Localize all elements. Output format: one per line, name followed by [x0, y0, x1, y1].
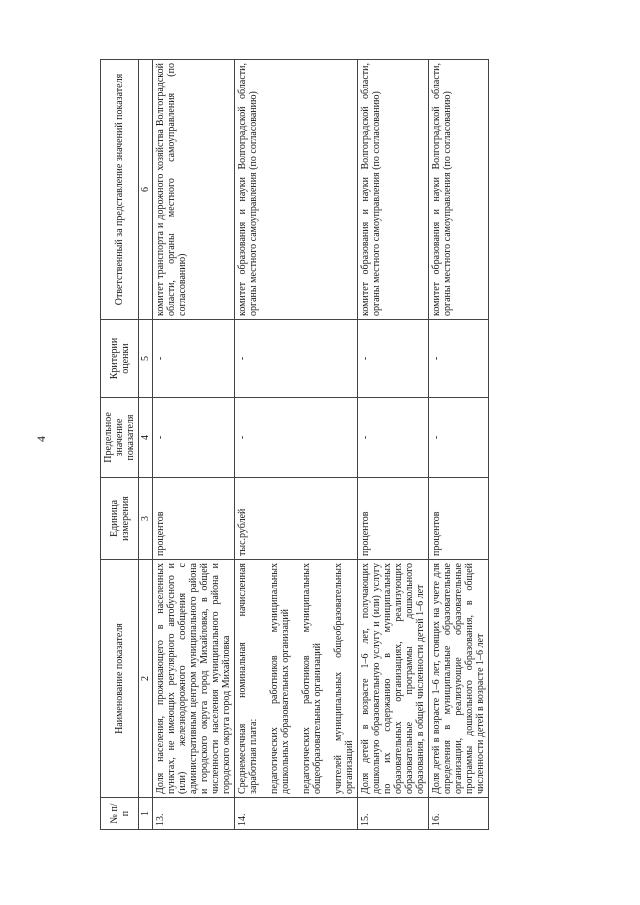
unit-cell: тыс.рублей [235, 478, 358, 560]
limit-cell: - [235, 398, 358, 478]
table-header-row [101, 60, 139, 830]
criteria-cell: - [153, 320, 235, 398]
column-number-row [139, 60, 153, 830]
criteria-cell: - [235, 320, 358, 398]
indicator-name: Среднемесячная номинальная начисленная заработная плата: [237, 563, 259, 794]
indicator-subitem: педагогических работников муниципальных дошкольных образовательных организаций [269, 563, 291, 794]
header-num: № п/п [101, 798, 139, 830]
criteria-cell: - [429, 320, 489, 398]
column-number: 5 [139, 320, 153, 398]
responsible-cell: комитет образования и науки Волгоградской области, органы местного самоуправления (по согласованию) [429, 60, 489, 320]
header-criteria: Критерии оценки [101, 320, 139, 398]
indicator-name: Доля детей в возрасте 1–6 лет, получающих дошкольную образовательную услугу и (или) услугу по их содержанию в муниципальных образовательных организациях, реализующих образовательные программы дошкольного образования, в общей численности детей 1–6 лет [358, 560, 429, 798]
criteria-cell: - [358, 320, 429, 398]
unit-cell: процентов [358, 478, 429, 560]
row-number: 16. [429, 798, 489, 830]
row-number: 14. [235, 798, 358, 830]
table-row [429, 60, 489, 830]
column-number: 3 [139, 478, 153, 560]
header-limit: Предельное значение показателя [101, 398, 139, 478]
indicator-subitem: учителей муниципальных общеобразовательных организаций [333, 563, 355, 794]
rotated-table-container [100, 60, 560, 830]
indicators-table [100, 59, 489, 830]
page-number: 4 [34, 436, 48, 442]
indicator-subitem: педагогических работников муниципальных общеобразовательных организаций [301, 563, 323, 794]
column-number: 1 [139, 798, 153, 830]
limit-cell: - [358, 398, 429, 478]
header-unit: Единица измерения [101, 478, 139, 560]
indicator-name: Доля детей в возрасте 1–6 лет, стоящих на учете для определения в муниципальные образовательные организации, реализующие образовательные программы дошкольного образования, в общей численности детей в возрасте 1–6 лет [429, 560, 489, 798]
responsible-cell: комитет образования и науки Волгоградской области, органы местного самоуправления (по согласованию) [358, 60, 429, 320]
indicator-name-cell [235, 560, 358, 798]
table-row [153, 60, 235, 830]
column-number: 4 [139, 398, 153, 478]
unit-cell: процентов [153, 478, 235, 560]
header-name: Наименование показателя [101, 560, 139, 798]
header-responsible: Ответственный за представление значений показателя [101, 60, 139, 320]
limit-cell: - [153, 398, 235, 478]
limit-cell: - [429, 398, 489, 478]
row-number: 15. [358, 798, 429, 830]
table-row [358, 60, 429, 830]
column-number: 2 [139, 560, 153, 798]
indicator-name: Доля населения, проживающего в населенных пунктах, не имеющих регулярного автобусного и (или) железнодорожного сообщения с административным центром муниципального района и городского округа город Михайловка, в общей численности населения муниципального района и городского округа город Михайловка [153, 560, 235, 798]
column-number: 6 [139, 60, 153, 320]
unit-cell: процентов [429, 478, 489, 560]
responsible-cell: комитет транспорта и дорожного хозяйства Волгоградской области, органы местного самоуправления (по согласованию) [153, 60, 235, 320]
table-row [235, 60, 358, 830]
row-number: 13. [153, 798, 235, 830]
responsible-cell: комитет образования и науки Волгоградской области, органы местного самоуправления (по согласованию) [235, 60, 358, 320]
